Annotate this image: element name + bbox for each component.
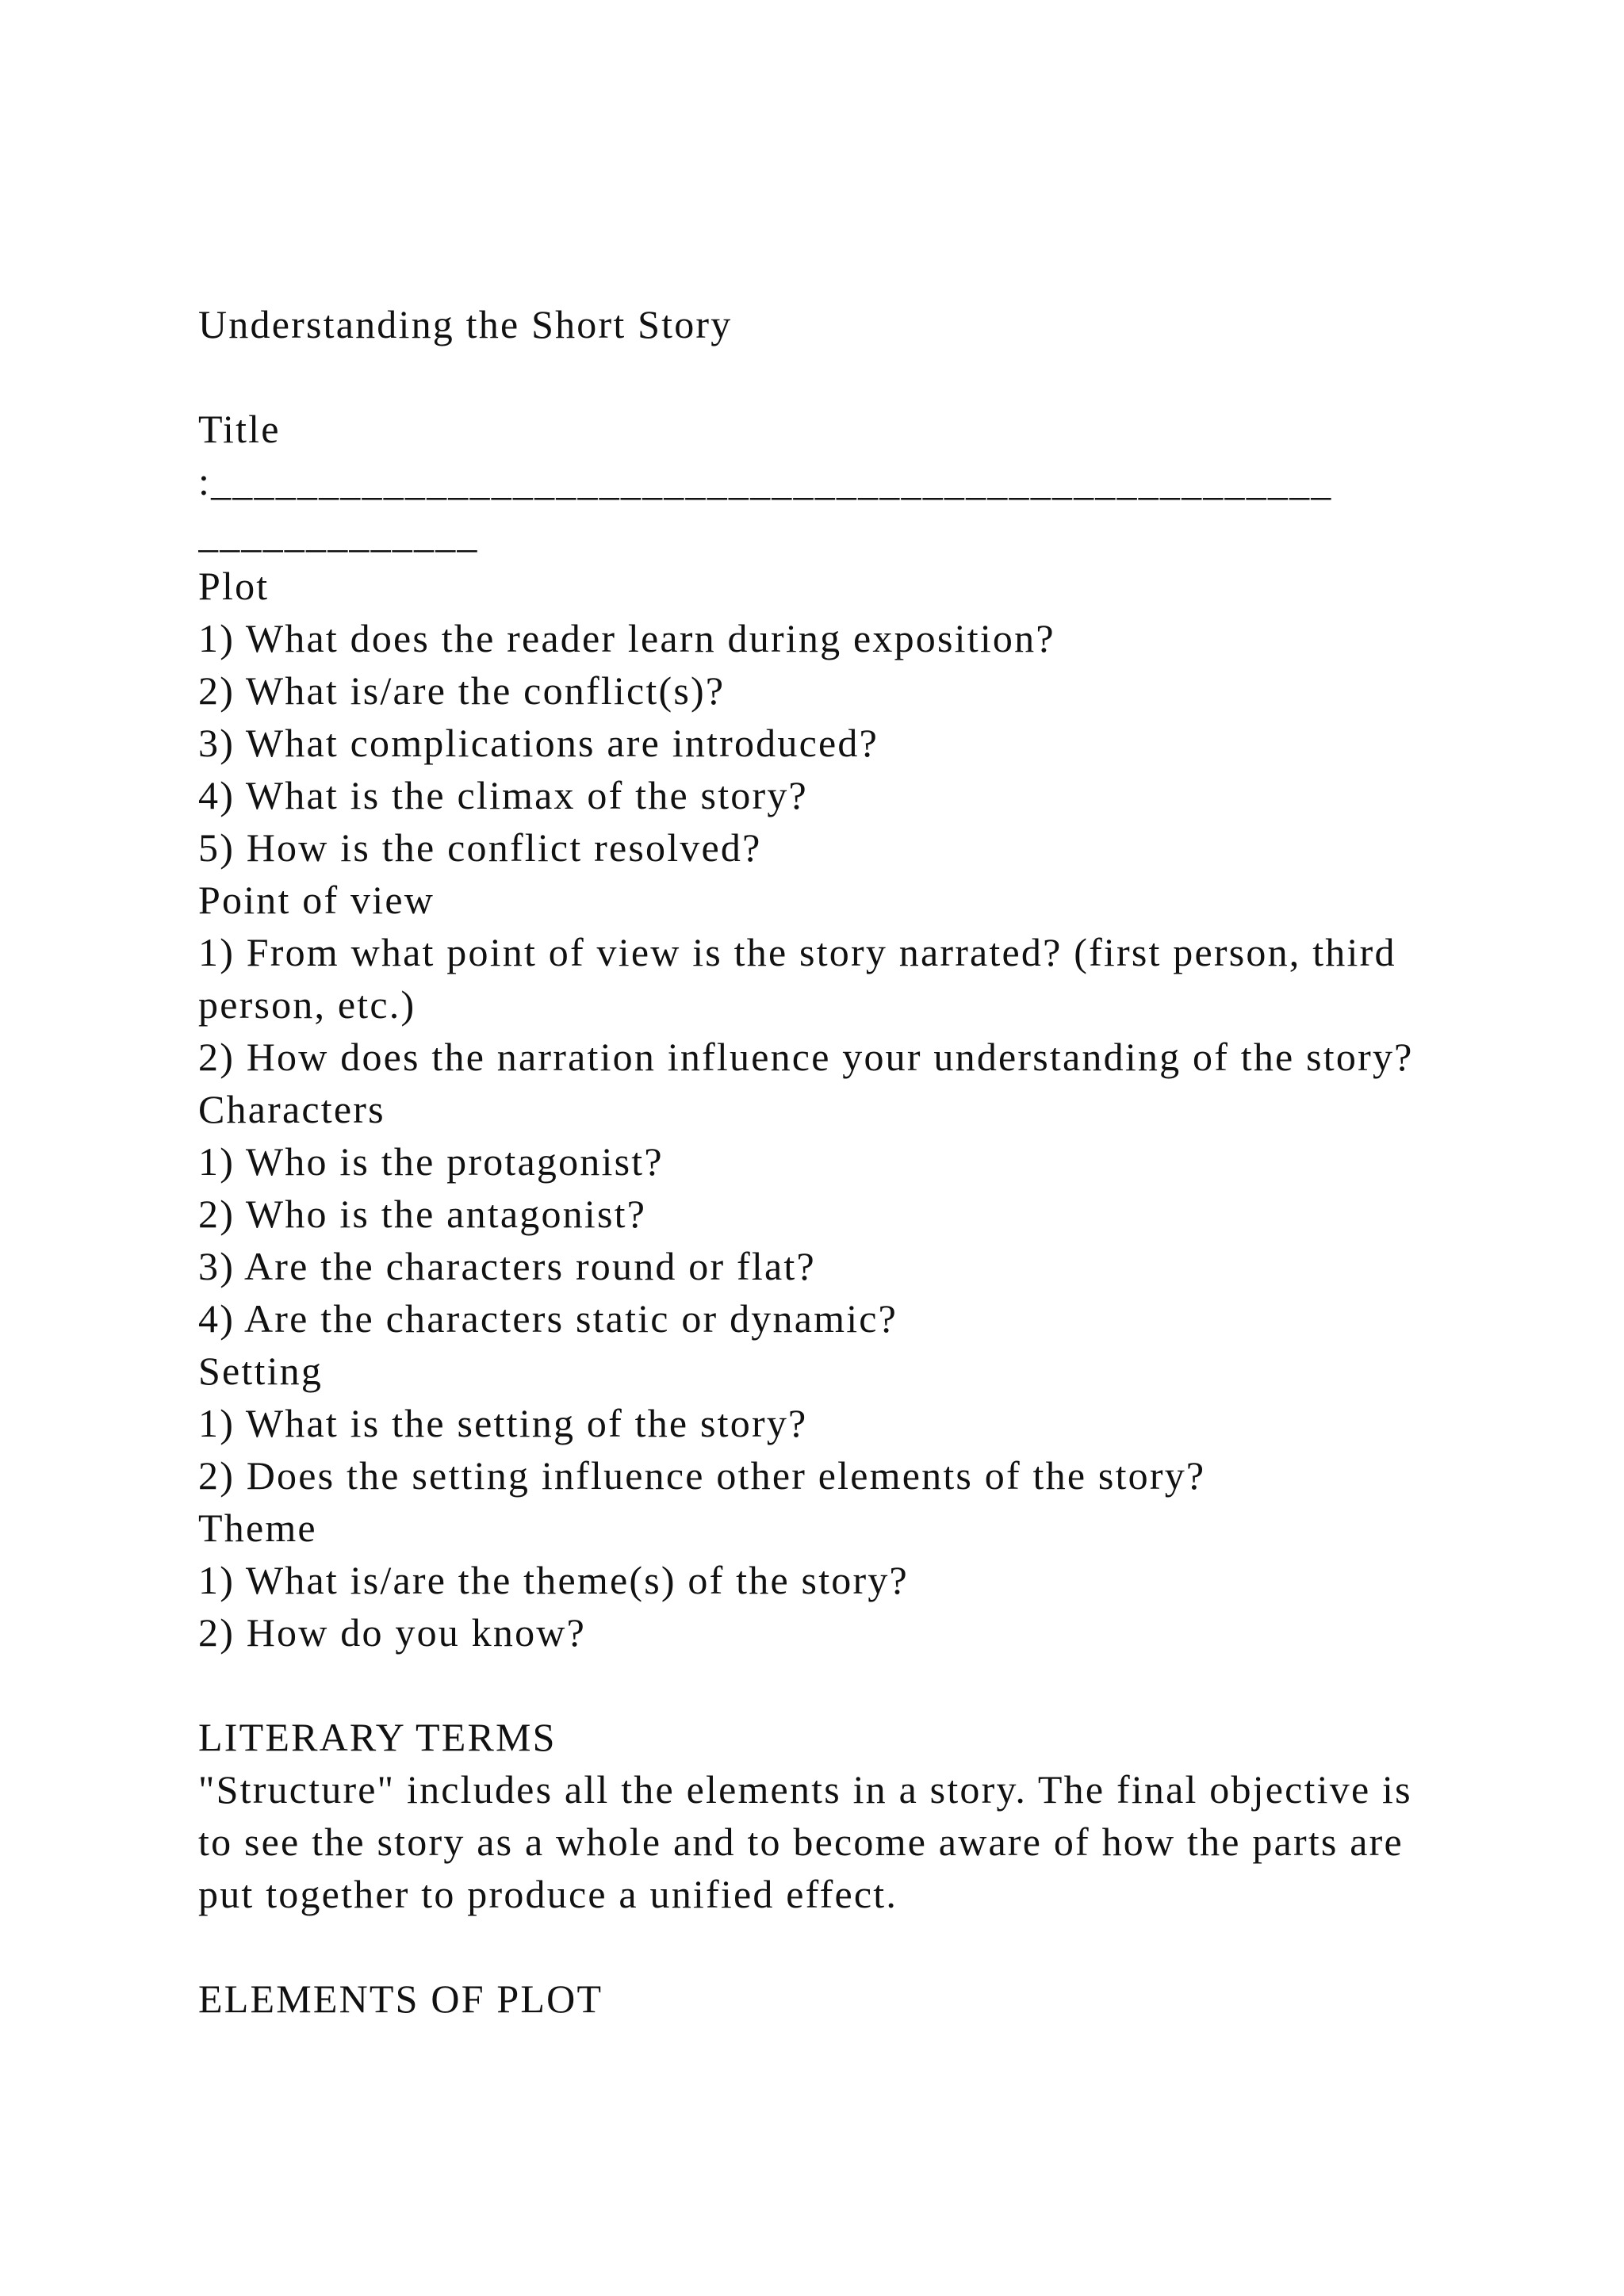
point-of-view-question: 2) How does the narration influence your understanding of the story? bbox=[198, 1035, 1414, 1079]
document-heading: Understanding the Short Story bbox=[198, 302, 733, 346]
blank-line bbox=[198, 1920, 1435, 1973]
section-heading-characters: Characters bbox=[198, 1087, 385, 1131]
plot-question: 3) What complications are introduced? bbox=[198, 721, 879, 765]
plot-question: 4) What is the climax of the story? bbox=[198, 773, 808, 817]
setting-question: 1) What is the setting of the story? bbox=[198, 1401, 808, 1445]
section-heading-point-of-view: Point of view bbox=[198, 878, 435, 922]
characters-question: 3) Are the characters round or flat? bbox=[198, 1244, 816, 1288]
theme-question: 2) How do you know? bbox=[198, 1610, 586, 1655]
literary-terms-paragraph: "Structure" includes all the elements in a story. The final objective is to see the story as a whole and to become aware of how the parts are put together to produce a unified effect. bbox=[198, 1767, 1412, 1916]
plot-question: 5) How is the conflict resolved? bbox=[198, 825, 762, 870]
characters-question: 2) Who is the antagonist? bbox=[198, 1192, 647, 1236]
characters-question: 1) Who is the protagonist? bbox=[198, 1139, 664, 1184]
section-heading-theme: Theme bbox=[198, 1506, 317, 1550]
title-label: Title bbox=[198, 407, 281, 451]
section-heading-setting: Setting bbox=[198, 1349, 324, 1393]
plot-question: 2) What is/are the conflict(s)? bbox=[198, 668, 726, 713]
plot-question: 1) What does the reader learn during exposition? bbox=[198, 616, 1055, 660]
point-of-view-question: 1) From what point of view is the story narrated? (first person, third person, etc.) bbox=[198, 930, 1396, 1027]
document-body bbox=[198, 298, 1435, 2025]
blank-line bbox=[198, 1659, 1435, 1711]
theme-question: 1) What is/are the theme(s) of the story? bbox=[198, 1558, 909, 1602]
setting-question: 2) Does the setting influence other elements of the story? bbox=[198, 1453, 1206, 1498]
blank-line bbox=[198, 350, 1435, 403]
elements-of-plot-heading: ELEMENTS OF PLOT bbox=[198, 1976, 603, 2021]
literary-terms-heading: LITERARY TERMS bbox=[198, 1715, 557, 1759]
section-heading-plot: Plot bbox=[198, 564, 270, 608]
title-blank-line-1: :____________________________________________________ bbox=[198, 459, 1333, 503]
characters-question: 4) Are the characters static or dynamic? bbox=[198, 1296, 898, 1341]
title-blank-line-2: _____________ bbox=[198, 511, 479, 556]
